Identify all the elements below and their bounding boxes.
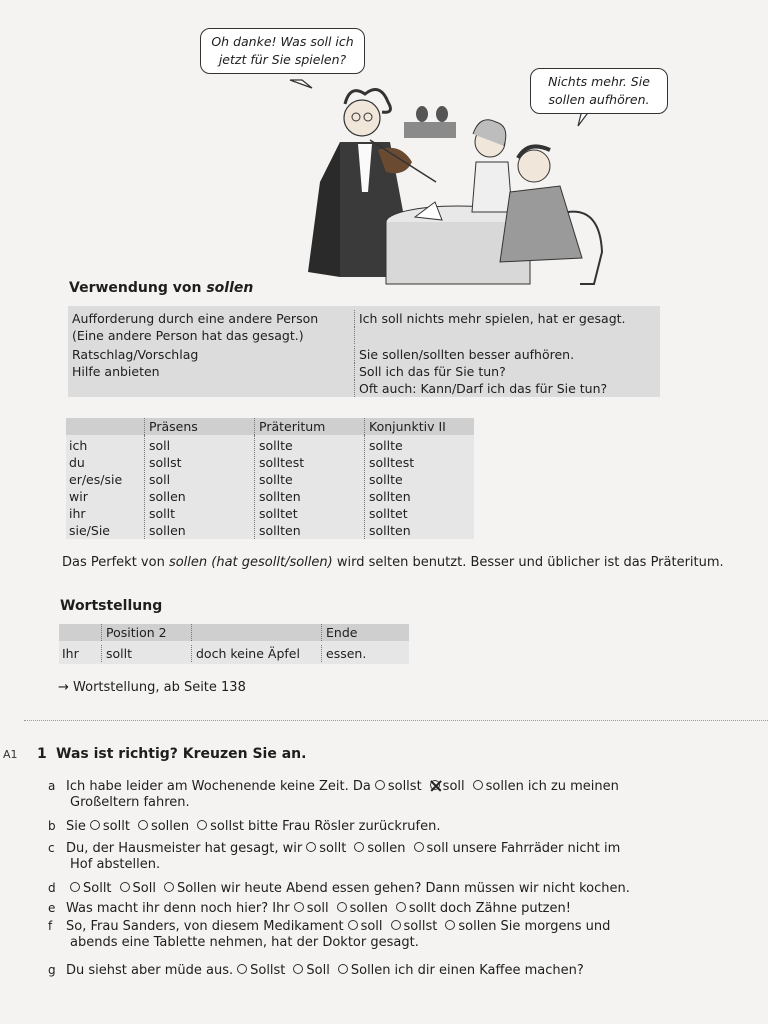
note-italic: sollen (hat gesollt/sollen) <box>168 555 333 570</box>
answer-option[interactable] <box>338 963 391 978</box>
usage-function: Ratschlag/Vorschlag <box>72 347 199 362</box>
konjunktiv-form: sollten <box>369 489 411 504</box>
illustration <box>190 22 670 292</box>
pronoun: du <box>69 455 85 470</box>
answer-option[interactable] <box>237 963 285 978</box>
usage-function: (Eine andere Person hat das gesagt.) <box>72 328 304 343</box>
answer-option[interactable] <box>445 919 496 934</box>
usage-row <box>68 344 660 363</box>
pronoun: sie/Sie <box>69 523 110 538</box>
note-part: wird selten benutzt. Besser und üblicher ist das Präteritum. <box>332 555 724 570</box>
konjunktiv-form: solltest <box>369 455 415 470</box>
answer-option-label: sollen <box>349 901 388 916</box>
pronoun: ich <box>69 438 88 453</box>
item-text-before: Du siehst aber müde aus. <box>66 963 234 978</box>
wort-header-position2: Position 2 <box>101 624 191 641</box>
speech-bubble-guest: Nichts mehr. Sie sollen aufhören. <box>530 68 668 114</box>
item-text-continued: abends eine Tablette nehmen, hat der Doktor gesagt. <box>70 935 419 950</box>
usage-row <box>68 363 660 380</box>
item-text-before: Sie <box>66 819 86 834</box>
conjugation-column-praesens <box>144 435 254 539</box>
conjugation-table <box>66 418 474 539</box>
answer-option[interactable] <box>396 901 436 916</box>
answer-option[interactable] <box>391 919 438 934</box>
item-text-after: bitte Frau Rösler zurückrufen. <box>247 819 441 834</box>
answer-option[interactable] <box>414 841 449 856</box>
item-text-before: Du, der Hausmeister hat gesagt, wir <box>66 841 303 856</box>
answer-option-label: sollt <box>319 841 347 856</box>
header-praesens: Präsens <box>144 418 254 435</box>
wort-header-ende: Ende <box>321 624 409 641</box>
item-letter: d <box>48 881 56 895</box>
konjunktiv-form: sollte <box>369 472 403 487</box>
conjugation-body <box>66 435 474 539</box>
item-letter: e <box>48 901 56 915</box>
usage-example <box>354 327 660 344</box>
praesens-form: soll <box>149 438 171 453</box>
item-text-after: unsere Fahrräder nicht im <box>452 841 621 856</box>
wortstellung-reference: → Wortstellung, ab Seite 138 <box>58 680 246 695</box>
usage-heading-word: sollen <box>206 280 254 296</box>
answer-option[interactable] <box>138 819 189 834</box>
item-letter: c <box>48 841 55 855</box>
usage-example: Sie sollen/sollten besser aufhören. <box>354 346 660 363</box>
exercise-item-c <box>48 840 738 873</box>
header-praeteritum: Präteritum <box>254 418 364 435</box>
circle-icon[interactable] <box>337 902 347 912</box>
circle-icon[interactable] <box>237 964 247 974</box>
item-letter: b <box>48 819 56 833</box>
wort-header-cell <box>59 624 101 641</box>
answer-option-label: Sollt <box>83 881 112 896</box>
praesens-form: soll <box>149 472 171 487</box>
wortstellung-header <box>59 624 409 641</box>
usage-heading <box>69 280 253 296</box>
answer-option-label: Sollen <box>350 963 391 978</box>
usage-table <box>68 306 660 397</box>
praesens-form: sollt <box>149 506 176 521</box>
exercise-level-tag: A1 <box>3 748 18 761</box>
answer-option[interactable] <box>90 819 130 834</box>
praeteritum-form: solltest <box>259 455 305 470</box>
pronoun: ihr <box>69 506 86 521</box>
usage-example: Ich soll nichts mehr spielen, hat er gesagt. <box>354 310 660 327</box>
circle-icon[interactable] <box>473 780 483 790</box>
answer-option[interactable] <box>375 779 422 794</box>
answer-option[interactable] <box>164 881 217 896</box>
usage-row <box>68 380 660 397</box>
konjunktiv-form: sollte <box>369 438 403 453</box>
exercise-number: 1 <box>37 746 47 762</box>
answer-option-label: sollt <box>102 819 130 834</box>
wort-header-cell <box>191 624 321 641</box>
circle-icon[interactable] <box>306 842 316 852</box>
item-text-continued: Hof abstellen. <box>70 857 161 872</box>
wortstellung-row <box>59 641 409 664</box>
answer-option-label: Soll <box>132 881 156 896</box>
answer-option-label: soll <box>442 779 465 794</box>
answer-option[interactable] <box>337 901 388 916</box>
circle-icon[interactable] <box>348 920 358 930</box>
circle-icon[interactable] <box>293 964 303 974</box>
item-text-before: Ich habe leider am Wochenende keine Zeit. Da <box>66 779 371 794</box>
answer-option-label: sollst <box>387 779 422 794</box>
answer-option-label: soll <box>426 841 449 856</box>
exercise-item-e <box>48 900 738 917</box>
usage-row <box>68 327 660 344</box>
item-text-before: So, Frau Sanders, von diesem Medikament <box>66 919 344 934</box>
answer-option-label: soll <box>306 901 329 916</box>
usage-example: Oft auch: Kann/Darf ich das für Sie tun? <box>354 380 660 397</box>
konjunktiv-form: sollten <box>369 523 411 538</box>
answer-option[interactable] <box>430 779 465 794</box>
item-text-after: doch Zähne putzen! <box>439 901 571 916</box>
wort-cell: sollt <box>101 645 191 662</box>
answer-option[interactable] <box>294 901 329 916</box>
answer-option[interactable] <box>354 841 405 856</box>
answer-option[interactable] <box>197 819 244 834</box>
exercise-item-b <box>48 818 738 835</box>
item-letter: a <box>48 779 56 793</box>
note-part: Das Perfekt von <box>62 555 169 570</box>
conjugation-column-konjunktiv <box>364 435 474 539</box>
circle-icon[interactable] <box>197 820 207 830</box>
conjugation-column-pronouns <box>66 435 144 539</box>
speech-bubble-violinist: Oh danke! Was soll ich jetzt für Sie spielen? <box>200 28 365 74</box>
circle-icon[interactable] <box>354 842 364 852</box>
circle-icon[interactable] <box>391 920 401 930</box>
pronoun: wir <box>69 489 88 504</box>
answer-option-label: sollst <box>210 819 244 834</box>
answer-option[interactable] <box>120 881 156 896</box>
praeteritum-form: sollte <box>259 472 293 487</box>
circle-icon[interactable] <box>70 882 80 892</box>
praesens-form: sollst <box>149 455 182 470</box>
answer-option-label: Sollen <box>176 881 217 896</box>
answer-option[interactable] <box>473 779 524 794</box>
wort-cell: essen. <box>321 645 409 662</box>
answer-option-label: Soll <box>306 963 330 978</box>
praeteritum-form: sollten <box>259 523 301 538</box>
exercise-item-a <box>48 778 738 811</box>
answer-option-label: Sollst <box>250 963 286 978</box>
exercise-item-d <box>48 880 738 897</box>
circle-icon[interactable] <box>375 780 385 790</box>
praeteritum-form: sollten <box>259 489 301 504</box>
circle-icon[interactable] <box>90 820 100 830</box>
pronoun: er/es/sie <box>69 472 123 487</box>
wortstellung-table <box>59 624 409 664</box>
usage-row <box>68 306 660 327</box>
exercise-item-g <box>48 962 738 979</box>
item-text-before: Was macht ihr denn noch hier? Ihr <box>66 901 290 916</box>
usage-function: Hilfe anbieten <box>72 364 160 379</box>
praesens-form: sollen <box>149 523 186 538</box>
circle-icon[interactable] <box>138 820 148 830</box>
answer-option-label: soll <box>360 919 383 934</box>
answer-option-label: sollt <box>408 901 436 916</box>
circle-icon[interactable] <box>445 920 455 930</box>
usage-function: Aufforderung durch eine andere Person <box>72 311 319 326</box>
circle-icon[interactable] <box>396 902 406 912</box>
usage-example: Soll ich das für Sie tun? <box>354 363 660 380</box>
item-text-after: ich zu meinen <box>527 779 619 794</box>
conjugation-header <box>66 418 474 435</box>
exercise-title: Was ist richtig? Kreuzen Sie an. <box>56 746 307 762</box>
praeteritum-form: solltet <box>259 506 298 521</box>
usage-function <box>68 380 354 397</box>
answer-option-label: sollen <box>485 779 524 794</box>
item-letter: g <box>48 963 56 977</box>
circle-icon[interactable] <box>414 842 424 852</box>
item-text-after: Sie morgens und <box>500 919 611 934</box>
answer-option[interactable] <box>348 919 383 934</box>
item-text-continued: Großeltern fahren. <box>70 795 190 810</box>
praesens-form: sollen <box>149 489 186 504</box>
answer-option[interactable] <box>293 963 329 978</box>
wortstellung-heading: Wortstellung <box>60 598 163 614</box>
usage-heading-text: Verwendung von <box>69 280 202 296</box>
header-konjunktiv: Konjunktiv II <box>364 418 474 435</box>
praeteritum-form: sollte <box>259 438 293 453</box>
circle-icon[interactable] <box>164 882 174 892</box>
item-text-after: wir heute Abend essen gehen? Dann müssen wir nicht kochen. <box>220 881 630 896</box>
answer-option-label: sollen <box>367 841 406 856</box>
wort-cell: Ihr <box>62 646 79 661</box>
konjunktiv-form: solltet <box>369 506 408 521</box>
circle-icon[interactable] <box>294 902 304 912</box>
conjugation-column-praeteritum <box>254 435 364 539</box>
section-divider <box>24 720 768 721</box>
circle-icon[interactable] <box>338 964 348 974</box>
circle-icon[interactable] <box>120 882 130 892</box>
answer-option-label: sollst <box>403 919 438 934</box>
answer-option-label: sollen <box>150 819 190 834</box>
item-text-after: ich dir einen Kaffee machen? <box>394 963 584 978</box>
answer-option[interactable] <box>70 881 112 896</box>
checked-circle-icon[interactable] <box>430 780 440 790</box>
answer-option-label: sollen <box>458 919 497 934</box>
perfekt-note <box>62 555 724 570</box>
exercise-item-f <box>48 918 738 951</box>
header-cell <box>66 418 144 435</box>
answer-option[interactable] <box>306 841 346 856</box>
item-letter: f <box>48 919 53 933</box>
wort-cell: doch keine Äpfel <box>191 645 321 662</box>
